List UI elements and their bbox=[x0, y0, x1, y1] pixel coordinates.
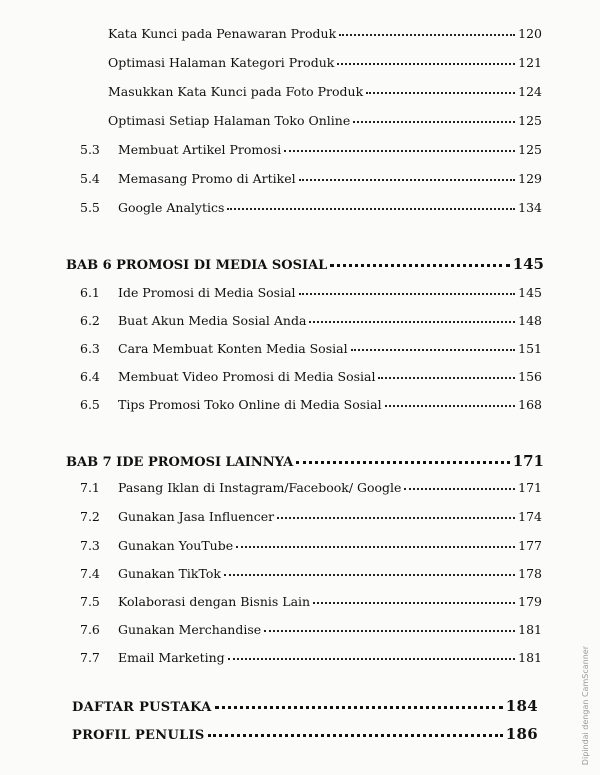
toc-section bbox=[80, 397, 542, 412]
section-number: 7.7 bbox=[80, 650, 100, 665]
toc-section bbox=[80, 313, 542, 328]
section-number: 7.5 bbox=[80, 594, 100, 609]
section-number: 6.1 bbox=[80, 285, 100, 300]
dot-leader bbox=[313, 601, 515, 604]
toc-section bbox=[80, 538, 542, 553]
section-title: Cara Membuat Konten Media Sosial bbox=[118, 341, 348, 356]
section-number: 7.2 bbox=[80, 509, 100, 524]
dot-leader bbox=[339, 33, 515, 36]
toc-profil-penulis bbox=[72, 725, 538, 743]
toc-section bbox=[80, 142, 542, 157]
chapter-title: BAB 6 PROMOSI DI MEDIA SOSIAL bbox=[66, 258, 328, 273]
dot-leader bbox=[404, 487, 515, 490]
dot-leader bbox=[353, 120, 515, 123]
section-page: 151 bbox=[518, 341, 542, 356]
toc-chapter-6 bbox=[66, 255, 544, 273]
chapter-page: 145 bbox=[512, 255, 544, 273]
section-title: Memasang Promo di Artikel bbox=[118, 171, 296, 186]
section-number: 6.5 bbox=[80, 397, 100, 412]
section-page: 181 bbox=[518, 622, 542, 637]
section-title: Buat Akun Media Sosial Anda bbox=[118, 313, 307, 328]
toc-daftar-pustaka bbox=[72, 697, 538, 715]
toc-section bbox=[80, 285, 542, 300]
toc-section bbox=[80, 566, 542, 581]
section-page: 171 bbox=[518, 480, 542, 495]
section-number: 6.2 bbox=[80, 313, 100, 328]
dot-leader bbox=[208, 733, 503, 737]
toc-entry bbox=[108, 113, 542, 128]
dot-leader bbox=[299, 178, 516, 181]
entry-title: Optimasi Halaman Kategori Produk bbox=[108, 55, 335, 70]
back-matter-page: 184 bbox=[505, 697, 538, 715]
section-title: Kolaborasi dengan Bisnis Lain bbox=[118, 594, 311, 609]
dot-leader bbox=[228, 657, 515, 660]
section-number: 5.5 bbox=[80, 200, 100, 215]
chapter-page: 171 bbox=[512, 452, 544, 470]
dot-leader bbox=[227, 207, 515, 210]
back-matter-page: 186 bbox=[505, 725, 538, 743]
dot-leader bbox=[215, 705, 503, 709]
section-title: Google Analytics bbox=[118, 200, 225, 215]
section-title: Email Marketing bbox=[118, 650, 225, 665]
section-title: Gunakan YouTube bbox=[118, 538, 234, 553]
dot-leader bbox=[366, 91, 515, 94]
entry-page: 124 bbox=[518, 84, 542, 99]
section-page: 134 bbox=[518, 200, 542, 215]
scanner-watermark: Dipindai dengan CamScanner bbox=[581, 645, 590, 765]
dot-leader bbox=[351, 348, 516, 351]
section-number: 5.4 bbox=[80, 171, 100, 186]
section-page: 168 bbox=[518, 397, 542, 412]
dot-leader bbox=[224, 573, 515, 576]
entry-page: 121 bbox=[518, 55, 542, 70]
dot-leader bbox=[236, 545, 515, 548]
toc-section bbox=[80, 480, 542, 495]
section-title: Membuat Video Promosi di Media Sosial bbox=[118, 369, 376, 384]
toc-section bbox=[80, 369, 542, 384]
section-title: Gunakan Merchandise bbox=[118, 622, 262, 637]
section-page: 181 bbox=[518, 650, 542, 665]
entry-page: 125 bbox=[518, 113, 542, 128]
section-page: 179 bbox=[518, 594, 542, 609]
dot-leader bbox=[284, 149, 515, 152]
toc-section bbox=[80, 622, 542, 637]
dot-leader bbox=[264, 629, 515, 632]
dot-leader bbox=[296, 460, 510, 464]
section-number: 7.1 bbox=[80, 480, 100, 495]
section-title: Membuat Artikel Promosi bbox=[118, 142, 282, 157]
toc-entry bbox=[108, 26, 542, 41]
section-number: 6.4 bbox=[80, 369, 100, 384]
dot-leader bbox=[277, 516, 515, 519]
section-title: Tips Promosi Toko Online di Media Sosial bbox=[118, 397, 382, 412]
toc-section bbox=[80, 509, 542, 524]
back-matter-title: DAFTAR PUSTAKA bbox=[72, 700, 212, 715]
dot-leader bbox=[337, 62, 515, 65]
toc-section bbox=[80, 594, 542, 609]
section-page: 145 bbox=[518, 285, 542, 300]
section-number: 6.3 bbox=[80, 341, 100, 356]
entry-title: Optimasi Setiap Halaman Toko Online bbox=[108, 113, 351, 128]
section-number: 7.6 bbox=[80, 622, 100, 637]
section-number: 7.3 bbox=[80, 538, 100, 553]
dot-leader bbox=[299, 292, 516, 295]
back-matter-title: PROFIL PENULIS bbox=[72, 728, 205, 743]
section-title: Gunakan TikTok bbox=[118, 566, 221, 581]
section-page: 125 bbox=[518, 142, 542, 157]
section-number: 5.3 bbox=[80, 142, 100, 157]
section-page: 174 bbox=[518, 509, 542, 524]
section-page: 178 bbox=[518, 566, 542, 581]
toc-entry bbox=[108, 55, 542, 70]
toc-chapter-7 bbox=[66, 452, 544, 470]
dot-leader bbox=[309, 320, 515, 323]
chapter-title: BAB 7 IDE PROMOSI LAINNYA bbox=[66, 455, 294, 470]
section-number: 7.4 bbox=[80, 566, 100, 581]
section-page: 177 bbox=[518, 538, 542, 553]
entry-title: Masukkan Kata Kunci pada Foto Produk bbox=[108, 84, 364, 99]
toc-section bbox=[80, 200, 542, 215]
entry-page: 120 bbox=[518, 26, 542, 41]
dot-leader bbox=[385, 404, 516, 407]
section-title: Ide Promosi di Media Sosial bbox=[118, 285, 296, 300]
section-page: 129 bbox=[518, 171, 542, 186]
toc-section bbox=[80, 171, 542, 186]
entry-title: Kata Kunci pada Penawaran Produk bbox=[108, 26, 337, 41]
toc-section bbox=[80, 650, 542, 665]
section-title: Pasang Iklan di Instagram/Facebook/ Google bbox=[118, 480, 402, 495]
section-page: 156 bbox=[518, 369, 542, 384]
toc-section bbox=[80, 341, 542, 356]
section-title: Gunakan Jasa Influencer bbox=[118, 509, 275, 524]
section-page: 148 bbox=[518, 313, 542, 328]
dot-leader bbox=[378, 376, 515, 379]
dot-leader bbox=[330, 263, 509, 267]
toc-entry bbox=[108, 84, 542, 99]
